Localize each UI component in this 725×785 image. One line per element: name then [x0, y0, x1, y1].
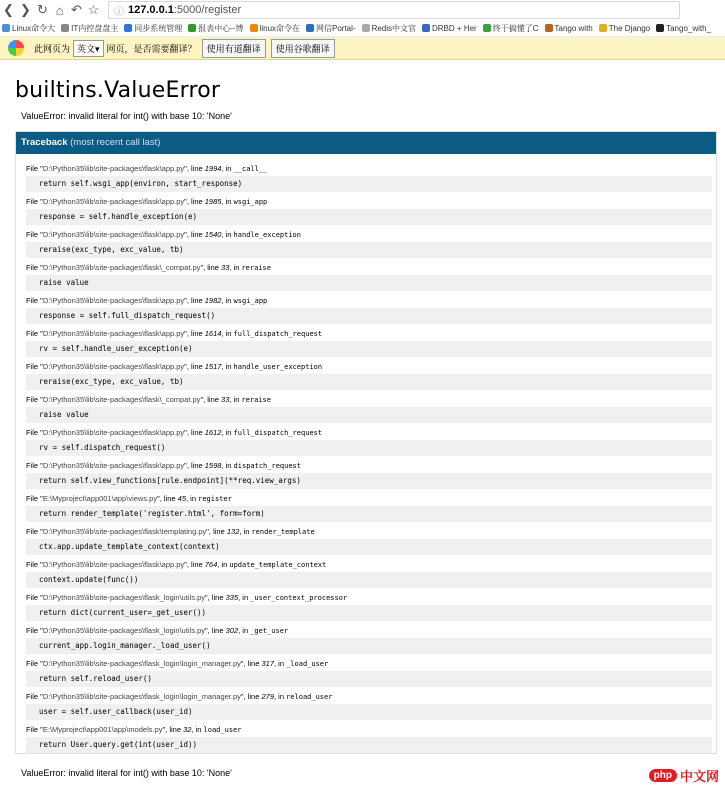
home-icon[interactable]: ⌂	[55, 2, 64, 18]
page-content	[0, 78, 725, 754]
reload-icon[interactable]: ↻	[37, 2, 48, 17]
footer-error-message: ValueError: invalid literal for int() with base 10: 'None'	[21, 768, 232, 778]
frame-source-line[interactable]: response = self.full_dispatch_request()	[26, 308, 712, 324]
bookmark-item[interactable]	[483, 23, 539, 34]
frame-line-number: 1517	[204, 362, 222, 371]
url-path: :5000/register	[173, 4, 242, 16]
frame-source-line[interactable]: return render_template('register.html', form=form)	[26, 506, 712, 522]
frame-line-number: 1540	[204, 230, 222, 239]
frame-line-number: 33	[221, 263, 230, 272]
page-title: builtins.ValueError	[15, 78, 221, 103]
bookmark-favicon-icon	[61, 24, 69, 32]
page-info-icon[interactable]: ⓘ	[114, 6, 124, 18]
frame-function: wsgi_app	[233, 297, 268, 305]
frame-header[interactable]: File "D:\Python35\lib\site-packages\flask_login\utils.py", line 302, in _get_user	[26, 626, 289, 635]
frame-filename: E:\Myproject\app001\app\models.py	[42, 725, 163, 734]
bookmark-favicon-icon	[483, 24, 491, 32]
frame-filename: D:\Python35\lib\site-packages\flask\app.py	[42, 164, 185, 173]
traceback-header[interactable]	[16, 132, 716, 154]
frame-header[interactable]: File "D:\Python35\lib\site-packages\flask\templating.py", line 132, in render_template	[26, 527, 315, 536]
frame-function: _user_context_processor	[250, 594, 348, 602]
frame-source-line[interactable]: return self.wsgi_app(environ, start_response)	[26, 176, 712, 192]
frame-source-line[interactable]: raise value	[26, 407, 712, 423]
frame-header[interactable]: File "D:\Python35\lib\site-packages\flask_login\login_manager.py", line 317, in _load_user	[26, 659, 329, 668]
frame-line-number: 279	[261, 692, 274, 701]
bookmark-item[interactable]	[656, 24, 711, 33]
bookmark-item[interactable]	[422, 24, 477, 33]
frame-source-line[interactable]: response = self.handle_exception(e)	[26, 209, 712, 225]
frame-function: render_template	[251, 528, 315, 536]
bookmark-label: Tango with	[554, 23, 593, 33]
frame-source-line[interactable]: ctx.app.update_template_context(context)	[26, 539, 712, 555]
bookmark-label: Redis中文官	[371, 23, 417, 33]
forward-icon[interactable]: ❯	[20, 2, 31, 17]
frame-source-line[interactable]: user = self.user_callback(user_id)	[26, 704, 712, 720]
translate-prefix: 此网页为	[34, 43, 71, 54]
bookmark-favicon-icon	[250, 24, 258, 32]
frame-line-number: 1994	[204, 164, 222, 173]
frame-source-line[interactable]: context.update(func())	[26, 572, 712, 588]
frame-header[interactable]: File "D:\Python35\lib\site-packages\flask\app.py", line 764, in update_template_context	[26, 560, 327, 569]
frame-header[interactable]: File "D:\Python35\lib\site-packages\flask_login\login_manager.py", line 279, in reload_user	[26, 692, 333, 701]
frame-function: full_dispatch_request	[233, 330, 323, 338]
translate-bar	[0, 37, 725, 60]
bookmark-favicon-icon	[362, 24, 370, 32]
frame-function: register	[198, 495, 232, 503]
frame-function: _load_user	[286, 660, 329, 668]
back-icon[interactable]: ❮	[3, 2, 14, 17]
error-message: ValueError: invalid literal for int() with base 10: 'None'	[21, 111, 232, 121]
frame-source-line[interactable]: return dict(current_user=_get_user())	[26, 605, 712, 621]
watermark-badge: php	[649, 769, 677, 782]
frame-filename: D:\Python35\lib\site-packages\flask\app.py	[42, 329, 185, 338]
bookmark-label: 终于搞懂了C	[492, 23, 539, 33]
frame-function: reload_user	[286, 693, 333, 701]
bookmark-item[interactable]	[2, 23, 55, 34]
frame-filename: D:\Python35\lib\site-packages\flask_login\utils.py	[42, 593, 206, 602]
frame-filename: D:\Python35\lib\site-packages\flask\_compat.py	[42, 263, 201, 272]
bookmark-favicon-icon	[2, 24, 10, 32]
bookmark-label: The Django	[608, 23, 651, 33]
frame-header[interactable]: File "D:\Python35\lib\site-packages\flask\app.py", line 1540, in handle_exception	[26, 230, 301, 239]
bookmark-label: DRBD + Her	[432, 23, 477, 33]
bookmark-favicon-icon	[599, 24, 607, 32]
bookmarks-bar	[0, 20, 725, 37]
frame-function: load_user	[203, 726, 242, 734]
frame-function: reraise	[241, 264, 271, 272]
frame-line-number: 132	[226, 527, 240, 536]
frame-source-line[interactable]: raise value	[26, 275, 712, 291]
frame-function: _get_user	[250, 627, 289, 635]
frame-source-line[interactable]: return User.query.get(int(user_id))	[26, 737, 712, 753]
translate-question: 网页，是否需要翻译？	[106, 43, 197, 54]
frame-line-number: 317	[261, 659, 274, 668]
frame-source-line[interactable]: reraise(exc_type, exc_value, tb)	[26, 242, 712, 258]
address-bar[interactable]	[108, 1, 680, 19]
bookmark-label: 报表中心--博	[198, 23, 244, 33]
frame-filename: D:\Python35\lib\site-packages\flask\app.py	[42, 461, 185, 470]
frame-header[interactable]: File "D:\Python35\lib\site-packages\flask\app.py", line 1517, in handle_user_exception	[26, 362, 323, 371]
bookmark-label: 网信Portal-	[316, 23, 356, 33]
frame-function: reraise	[241, 396, 271, 404]
frame-line-number: 45	[177, 494, 187, 503]
bookmark-favicon-icon	[545, 24, 553, 32]
bookmark-label: Tango_with_	[666, 23, 712, 33]
undo-icon[interactable]: ↶	[71, 2, 82, 17]
frame-line-number: 32	[183, 725, 192, 734]
frame-source-line[interactable]: rv = self.handle_user_exception(e)	[26, 341, 712, 357]
frame-function: __call__	[233, 165, 268, 173]
bookmark-item[interactable]	[545, 24, 593, 33]
frame-line-number: 1612	[204, 428, 222, 437]
frame-filename: D:\Python35\lib\site-packages\flask_login\login_manager.py	[42, 692, 241, 701]
frame-header[interactable]: File "D:\Python35\lib\site-packages\flask\app.py", line 1994, in __call__	[26, 164, 268, 173]
bookmark-favicon-icon	[656, 24, 664, 32]
frame-header[interactable]: File "E:\Myproject\app001\app\models.py", line 32, in load_user	[26, 725, 242, 734]
bookmark-favicon-icon	[124, 24, 132, 32]
frame-source-line[interactable]: reraise(exc_type, exc_value, tb)	[26, 374, 712, 390]
frame-header[interactable]: File "E:\Myproject\app001\app\views.py", line 45, in register	[26, 494, 232, 503]
bookmark-label: 同步系统管理	[134, 23, 183, 33]
watermark	[649, 766, 719, 785]
google-translate-button[interactable]: 使用谷歌翻译	[271, 39, 335, 58]
frame-filename: D:\Python35\lib\site-packages\flask_login\login_manager.py	[42, 659, 241, 668]
bookmark-label: IT内控盘盘主	[71, 23, 119, 33]
star-icon[interactable]: ☆	[87, 2, 100, 17]
frame-function: dispatch_request	[233, 462, 301, 470]
bookmark-label: linux命令在	[259, 23, 301, 33]
frame-line-number: 1598	[204, 461, 222, 470]
frame-source-line[interactable]: current_app.login_manager._load_user()	[26, 638, 712, 654]
frame-header[interactable]: File "D:\Python35\lib\site-packages\flask\app.py", line 1985, in wsgi_app	[26, 197, 268, 206]
frame-line-number: 33	[221, 395, 230, 404]
frame-filename: D:\Python35\lib\site-packages\flask\_compat.py	[42, 395, 201, 404]
language-select[interactable]: 英文▾	[73, 40, 104, 57]
frame-filename: D:\Python35\lib\site-packages\flask\app.py	[42, 296, 185, 305]
traceback-panel	[15, 131, 717, 754]
bookmark-item[interactable]	[306, 23, 356, 34]
frame-line-number: 1982	[204, 296, 222, 305]
frame-line-number: 1985	[204, 197, 222, 206]
frame-header[interactable]: File "D:\Python35\lib\site-packages\flask\app.py", line 1598, in dispatch_request	[26, 461, 301, 470]
frame-line-number: 764	[204, 560, 218, 569]
bookmark-item[interactable]	[188, 23, 243, 34]
frame-line-number: 302	[225, 626, 239, 635]
frame-filename: D:\Python35\lib\site-packages\flask\templating.py	[42, 527, 207, 536]
frame-filename: D:\Python35\lib\site-packages\flask_login\utils.py	[42, 626, 206, 635]
bookmark-item[interactable]	[124, 23, 182, 34]
frame-filename: D:\Python35\lib\site-packages\flask\app.py	[42, 230, 185, 239]
frame-source-line[interactable]: rv = self.dispatch_request()	[26, 440, 712, 456]
frame-line-number: 1614	[204, 329, 222, 338]
frame-header[interactable]: File "D:\Python35\lib\site-packages\flask_login\utils.py", line 335, in _user_context_processor	[26, 593, 348, 602]
frame-filename: E:\Myproject\app001\app\views.py	[42, 494, 158, 503]
bookmark-favicon-icon	[306, 24, 314, 32]
bookmark-item[interactable]	[599, 24, 650, 33]
url-host: 127.0.0.1	[128, 4, 174, 16]
frame-function: handle_user_exception	[233, 363, 323, 371]
frame-source-line[interactable]: return self.view_functions[rule.endpoint](**req.view_args)	[26, 473, 712, 489]
translate-logo-icon	[8, 40, 24, 56]
bookmark-item[interactable]	[362, 23, 416, 34]
frame-function: handle_exception	[233, 231, 301, 239]
frame-line-number: 335	[225, 593, 239, 602]
frame-function: full_dispatch_request	[233, 429, 323, 437]
bookmark-favicon-icon	[422, 24, 430, 32]
frame-function: wsgi_app	[233, 198, 268, 206]
frame-filename: D:\Python35\lib\site-packages\flask\app.py	[42, 560, 185, 569]
frame-function: update_template_context	[229, 561, 327, 569]
watermark-text: 中文网	[679, 769, 719, 784]
frame-header[interactable]: File "D:\Python35\lib\site-packages\flask\app.py", line 1982, in wsgi_app	[26, 296, 268, 305]
bookmark-item[interactable]	[61, 23, 118, 34]
youdao-translate-button[interactable]: 使用有道翻译	[202, 39, 266, 58]
frame-header[interactable]: File "D:\Python35\lib\site-packages\flask\_compat.py", line 33, in reraise	[26, 395, 271, 404]
frame-header[interactable]: File "D:\Python35\lib\site-packages\flask\app.py", line 1614, in full_dispatch_request	[26, 329, 323, 338]
frame-header[interactable]: File "D:\Python35\lib\site-packages\flask\_compat.py", line 33, in reraise	[26, 263, 271, 272]
frame-source-line[interactable]: return self.reload_user()	[26, 671, 712, 687]
frame-filename: D:\Python35\lib\site-packages\flask\app.py	[42, 428, 185, 437]
traceback-subtitle: (most recent call last)	[70, 137, 161, 148]
bookmark-favicon-icon	[188, 24, 196, 32]
frame-filename: D:\Python35\lib\site-packages\flask\app.py	[42, 197, 185, 206]
browser-toolbar	[0, 0, 725, 20]
traceback-title: Traceback	[21, 137, 68, 148]
bookmark-item[interactable]	[250, 23, 300, 34]
frame-list	[16, 154, 716, 753]
frame-header[interactable]: File "D:\Python35\lib\site-packages\flask\app.py", line 1612, in full_dispatch_request	[26, 428, 323, 437]
frame-filename: D:\Python35\lib\site-packages\flask\app.py	[42, 362, 185, 371]
bookmark-label: Linux命令大	[12, 23, 56, 33]
